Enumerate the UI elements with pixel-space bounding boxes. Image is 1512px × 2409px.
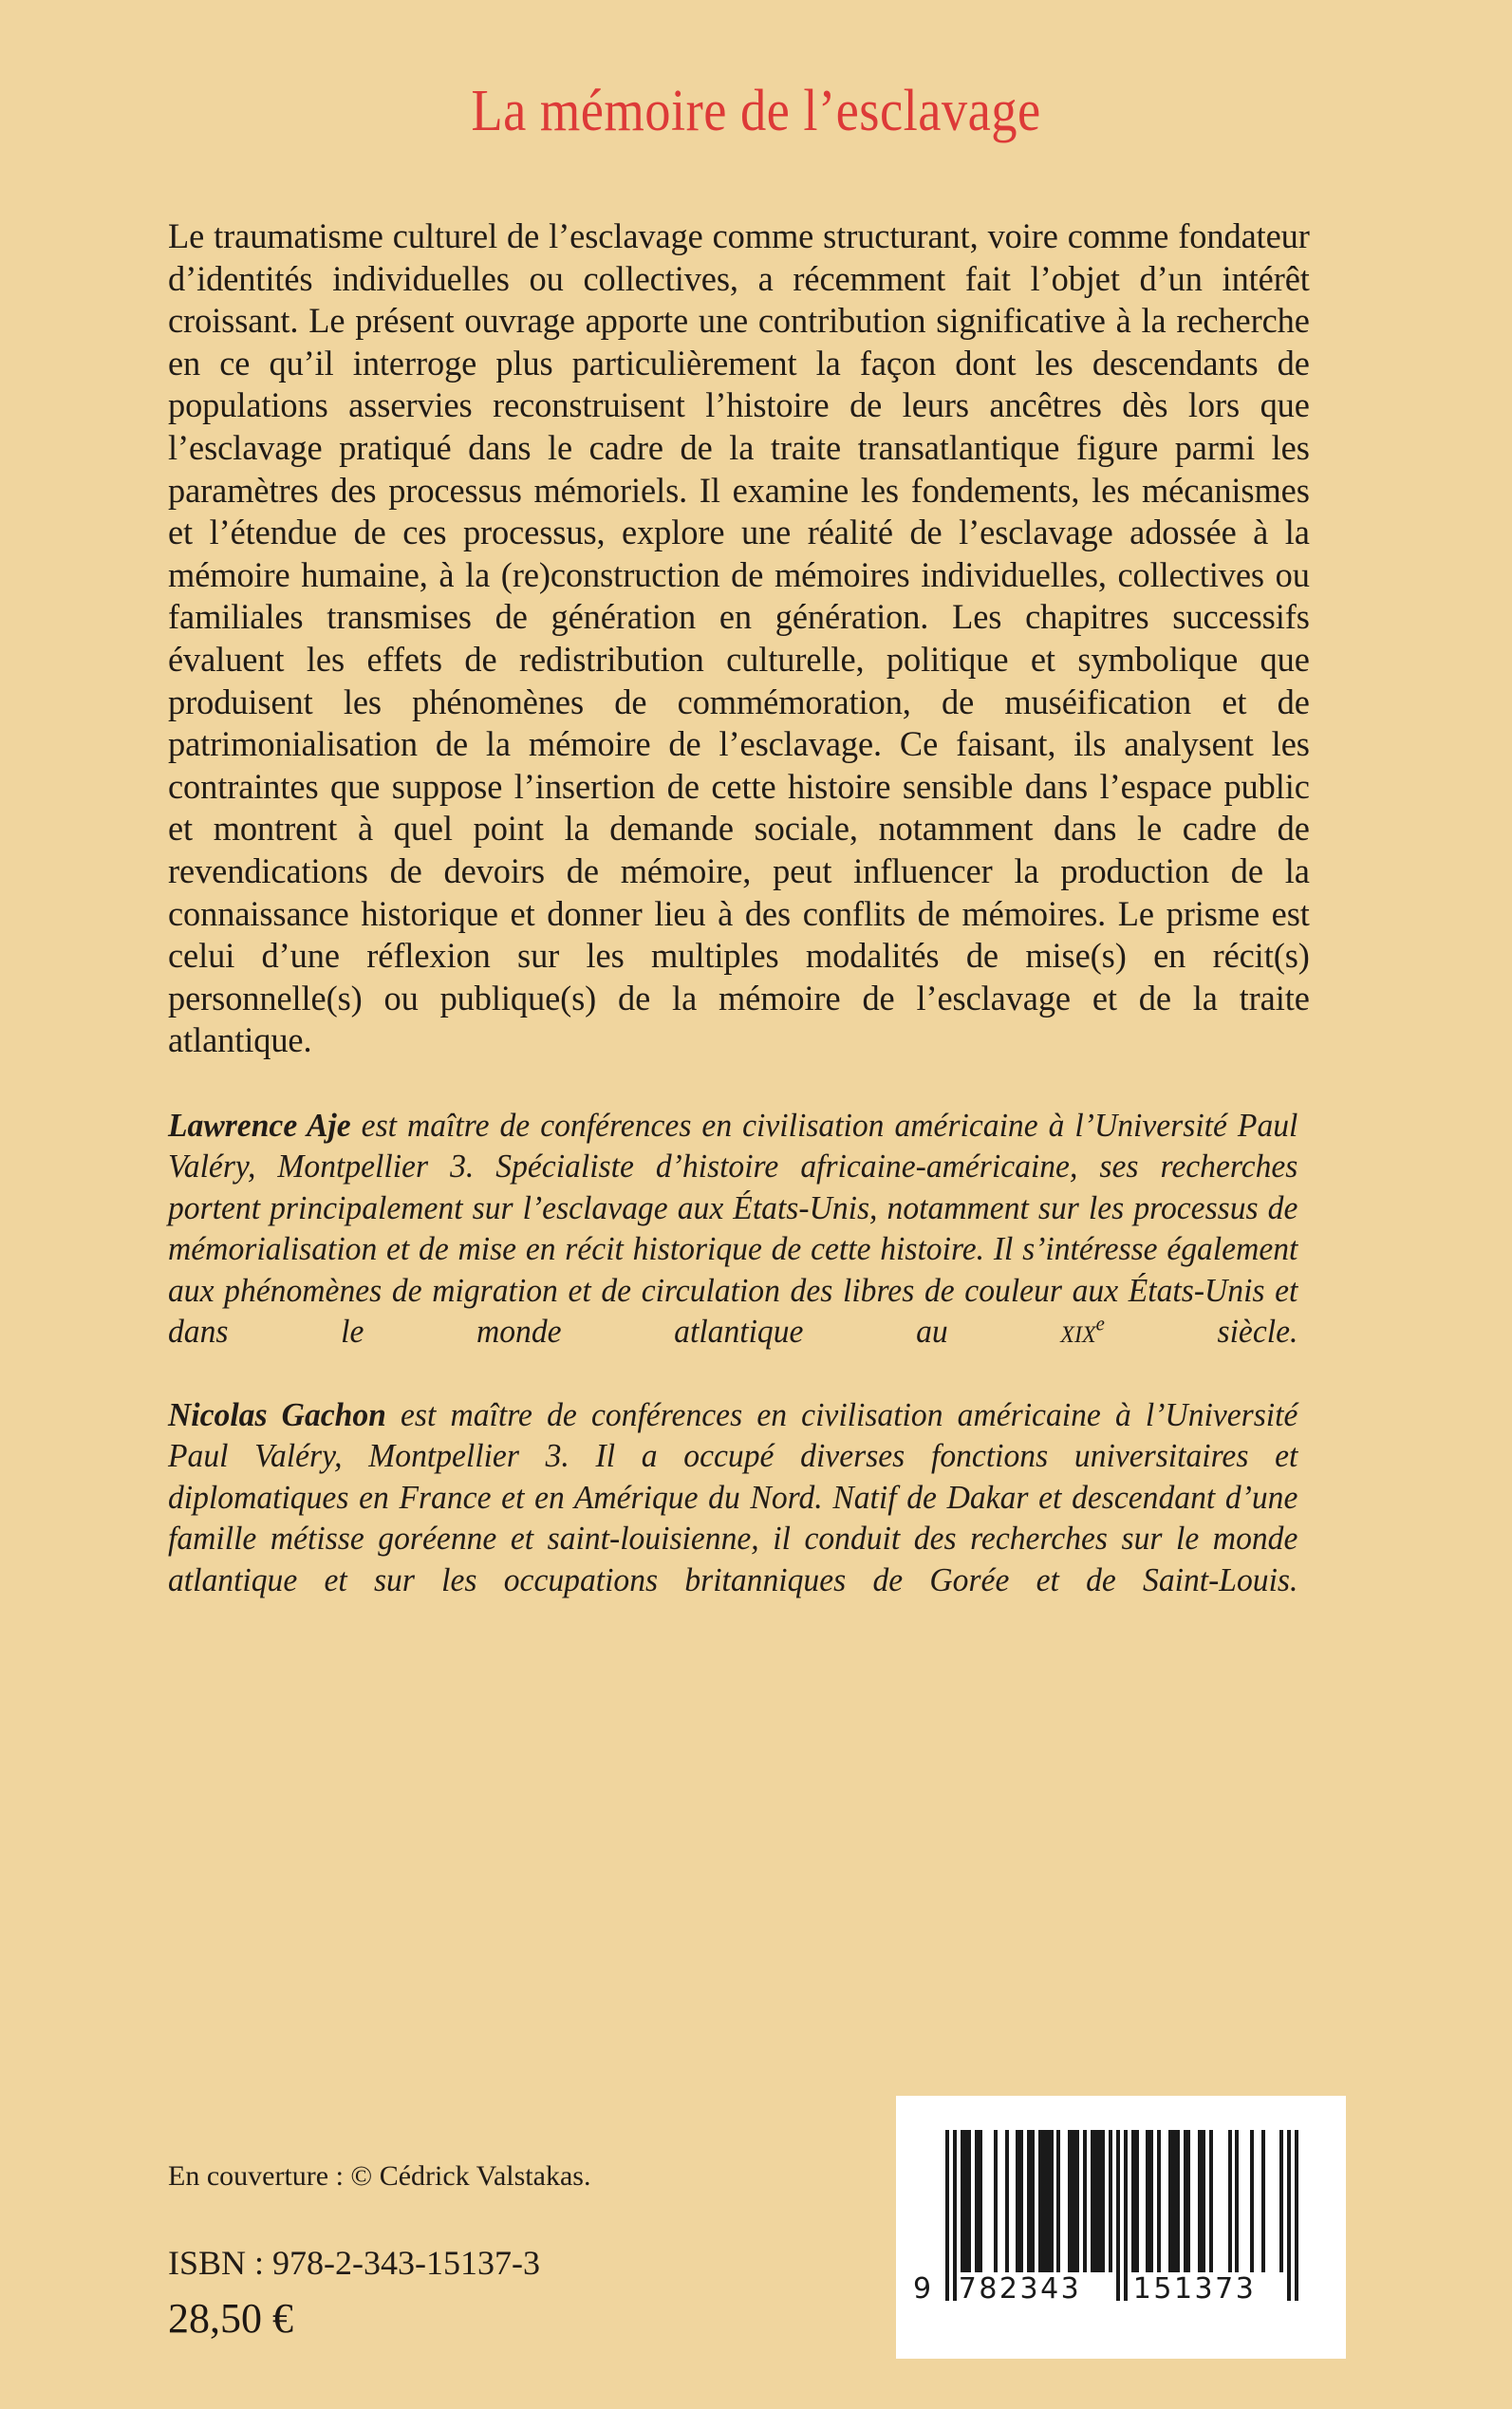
barcode-bar — [1109, 2130, 1112, 2272]
page-title: La mémoire de l’esclavage — [471, 79, 1041, 143]
author-bio-text-part2: siècle. — [1104, 1313, 1298, 1351]
content-column — [168, 216, 1345, 1600]
barcode-bar — [1279, 2130, 1283, 2272]
barcode-bar — [961, 2130, 972, 2272]
barcode-bar — [1235, 2130, 1239, 2272]
author-bio-text: est maître de conférences en civilisation américaine à l’Université Paul Valéry, Montpellier 3. Il a occupé diverses fonctions universitaires et diplomatiques en France et en Amérique du Nord. Natif de Dakar et descendant d’une famille métisse goréenne et saint-louisienne, il conduit des recherches sur le monde atlantique et sur les occupations britanniques de Gorée et de Saint-Louis. — [168, 1395, 1298, 1598]
price-text: 28,50 € — [168, 2295, 293, 2342]
barcode-bar — [1016, 2130, 1023, 2272]
barcode-bar — [1157, 2130, 1161, 2272]
barcode-bar — [994, 2130, 998, 2272]
barcode-bar — [1228, 2130, 1232, 2272]
barcode-digit-group-2: 151373 — [1132, 2272, 1257, 2306]
barcode-bar — [1168, 2130, 1180, 2272]
barcode-digit-group-1: 782343 — [958, 2272, 1082, 2306]
barcode-bar — [1005, 2130, 1009, 2272]
author-name-nicolas-gachon: Nicolas Gachon — [168, 1395, 386, 1433]
barcode-bar — [1261, 2130, 1265, 2272]
author-bio-text-part1: est maître de conférences en civilisation américaine à l’Université Paul Valéry, Montpellier 3. Spécialiste d’histoire africaine-américaine, ses recherches portent principalement sur l’esclavage aux États-Unis, notamment sur les processus de mémorialisation et de mise en récit historique de cette histoire. Il s’intéresse également aux phénomènes de migration et de circulation des libres de couleur aux États-Unis et dans le monde atlantique au — [168, 1106, 1298, 1351]
barcode-bar — [975, 2130, 982, 2272]
author-name-lawrence-aje: Lawrence Aje — [168, 1106, 351, 1144]
barcode-bar — [1198, 2130, 1205, 2272]
barcode-bar — [1209, 2130, 1213, 2272]
barcode-bar — [1146, 2130, 1153, 2272]
book-blurb: Le traumatisme culturel de l’esclavage comme structurant, voire comme fondateur d’identités individuelles ou collectives, a récemment fait l’objet d’un intérêt croissant. Le présent ouvrage apporte une contribution significative à la recherche en ce qu’il interroge plus particulièrement la façon dont les descendants de populations asservies reconstruisent l’histoire de leurs ancêtres dès lors que l’esclavage pratiqué dans le cadre de la traite transatlantique figure parmi les paramètres des processus mémoriels. Il examine les fondements, les mécanismes et l’étendue de ces processus, explore une réalité de l’esclavage adossée à la mémoire humaine, à la (re)construction de mémoires individuelles, collectives ou familiales transmises de génération en génération. Les chapitres successifs évaluent les effets de redistribution culturelle, politique et symbolique que produisent les phénomènes de commémoration, de muséification et de patrimonialisation de la mémoire de l’esclavage. Ce faisant, ils analysent les contraintes que suppose l’insertion de cette histoire sensible dans l’espace public et montrent à quel point la demande sociale, notamment dans le cadre de revendications de devoirs de mémoire, peut influencer la production de la connaissance historique et donner lieu à des conflits de mémoires. Le prisme est celui d’une réflexion sur les multiples modalités de mise(s) en récit(s) personnelle(s) ou publique(s) de la mémoire de l’esclavage et de la traite atlantique. — [168, 217, 1310, 1061]
barcode-box — [896, 2096, 1346, 2359]
author-bio-lawrence-aje — [168, 1105, 1297, 1353]
barcode — [913, 2130, 1298, 2325]
barcode-bar — [1038, 2130, 1054, 2272]
century-smallcaps: xix — [1060, 1313, 1096, 1351]
barcode-bar — [1056, 2130, 1060, 2272]
cover-credit: En couverture : © Cédrick Valstakas. — [168, 2160, 591, 2192]
author-bio-nicolas-gachon — [168, 1394, 1297, 1601]
barcode-digits — [913, 2272, 1306, 2310]
barcode-bar — [1131, 2130, 1139, 2272]
barcode-digit-leading: 9 — [913, 2272, 934, 2306]
barcode-bar — [1068, 2130, 1079, 2272]
barcode-bar — [1184, 2130, 1191, 2272]
century-ordinal: e — [1095, 1312, 1105, 1335]
footer-block — [168, 2159, 832, 2344]
barcode-bar — [1083, 2130, 1087, 2272]
barcode-bar — [1027, 2130, 1035, 2272]
barcode-bar — [1250, 2130, 1254, 2272]
isbn-text: ISBN : 978-2-343-15137-3 — [168, 2244, 540, 2282]
barcode-bar — [1091, 2130, 1106, 2272]
